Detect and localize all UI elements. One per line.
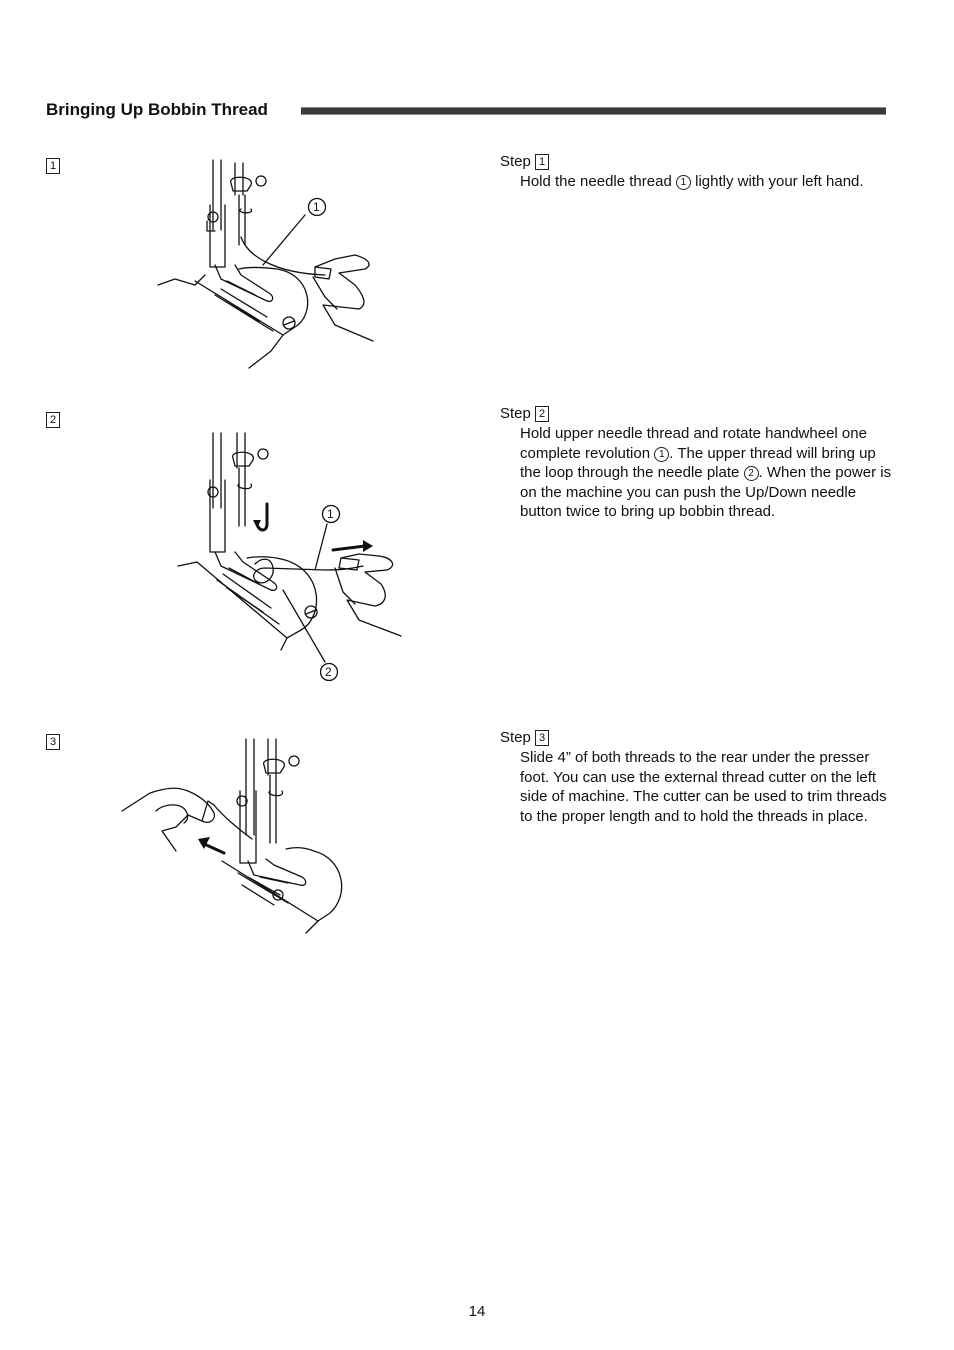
step-2-number-box: 2 bbox=[535, 406, 549, 422]
step-1-text-part: lightly with your left hand. bbox=[690, 173, 864, 190]
step-2-callout-1: 1 bbox=[327, 507, 334, 521]
step-2-text bbox=[520, 424, 900, 522]
step-2-text-callout-1: 1 bbox=[654, 447, 669, 462]
step-1-number-box: 1 bbox=[535, 154, 549, 170]
step-3-illustration bbox=[118, 735, 353, 945]
step-3-label-text: Step bbox=[500, 729, 531, 746]
step-2-text-part: . When the power is on the machine you can push the Up/Down needle button twice to bring up bobbin thread. bbox=[520, 464, 892, 520]
title-rule bbox=[301, 107, 886, 115]
step-2-illustration bbox=[175, 428, 410, 690]
step-2-marker-box: 2 bbox=[46, 412, 60, 428]
step-3-text-part: Slide 4” of both threads to the rear under the presser foot. You can use the external thread cutter on the left side of machine. The cutter can be used to trim threads to the proper length and to hold the threads in place. bbox=[520, 749, 887, 825]
step-1-marker-box: 1 bbox=[46, 158, 60, 174]
step-1-label bbox=[500, 153, 549, 170]
step-2-callout-2: 2 bbox=[325, 665, 332, 679]
step-1-text-callout-1: 1 bbox=[676, 175, 691, 190]
step-2-label bbox=[500, 405, 549, 422]
step-1-marker bbox=[46, 157, 60, 175]
step-1-illustration bbox=[155, 155, 385, 375]
step-2-label-text: Step bbox=[500, 405, 531, 422]
step-3-text bbox=[520, 748, 900, 826]
section-title: Bringing Up Bobbin Thread bbox=[46, 100, 268, 119]
step-3-marker bbox=[46, 733, 60, 751]
step-2-text-callout-2: 2 bbox=[744, 466, 759, 481]
step-3-marker-box: 3 bbox=[46, 734, 60, 750]
step-1-text-part: Hold the needle thread bbox=[520, 173, 676, 190]
page-number: 14 bbox=[468, 1303, 486, 1320]
step-1-label-text: Step bbox=[500, 153, 531, 170]
step-1-callout-1: 1 bbox=[313, 200, 320, 214]
step-3-number-box: 3 bbox=[535, 730, 549, 746]
step-2-text-part: Hold upper needle thread and rotate handwheel one complete revolution bbox=[520, 425, 867, 462]
step-1-text bbox=[520, 172, 900, 192]
step-2-text-part: . The upper thread will bring up the loop through the needle plate bbox=[520, 444, 876, 481]
step-3-label bbox=[500, 729, 549, 746]
step-2-marker bbox=[46, 411, 60, 429]
